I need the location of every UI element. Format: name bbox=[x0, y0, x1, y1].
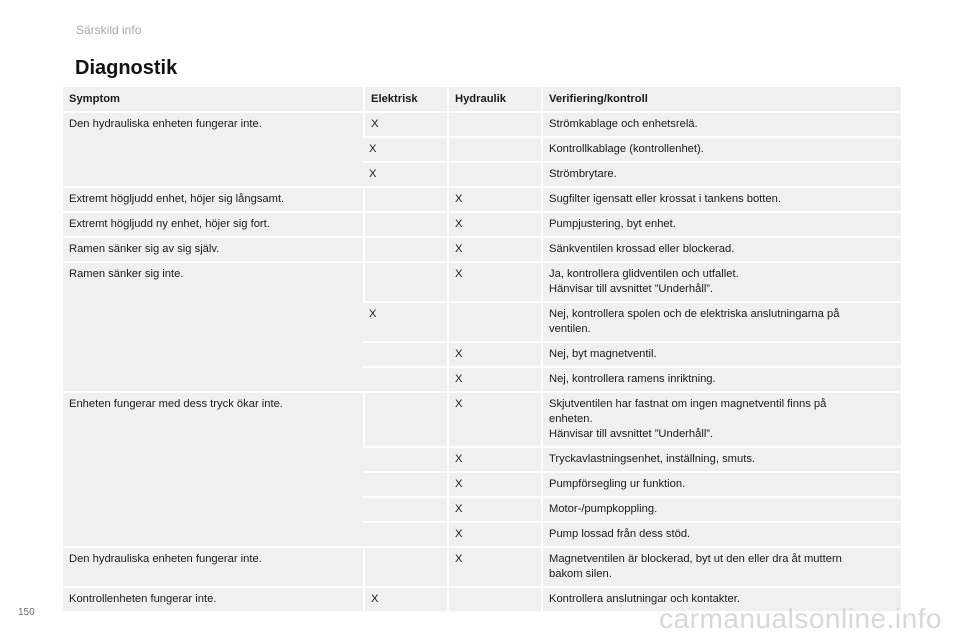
elektrisk-cell: X bbox=[363, 113, 447, 136]
elektrisk-cell bbox=[363, 448, 447, 471]
hydraulik-cell: X bbox=[447, 548, 541, 586]
table-row bbox=[63, 263, 901, 301]
hydraulik-cell: X bbox=[447, 213, 541, 236]
hydraulik-cell: X bbox=[447, 448, 541, 471]
elektrisk-cell bbox=[363, 188, 447, 211]
table-row bbox=[63, 213, 901, 236]
hydraulik-cell: X bbox=[447, 523, 541, 546]
symptom-cell: Den hydrauliska enheten fungerar inte. bbox=[63, 113, 363, 186]
symptom-cell: Kontrollenheten fungerar inte. bbox=[63, 588, 363, 611]
hydraulik-cell: X bbox=[447, 188, 541, 211]
table-row bbox=[63, 113, 901, 136]
hydraulik-cell bbox=[447, 588, 541, 611]
hydraulik-cell bbox=[447, 138, 541, 161]
elektrisk-cell bbox=[363, 498, 447, 521]
table-row bbox=[63, 393, 901, 446]
hydraulik-cell bbox=[447, 303, 541, 341]
table-row bbox=[63, 238, 901, 261]
elektrisk-cell: X bbox=[363, 138, 447, 161]
elektrisk-cell bbox=[363, 393, 447, 446]
verifiering-cell: Pumpjustering, byt enhet. bbox=[541, 213, 901, 236]
column-header-elektrisk: Elektrisk bbox=[363, 87, 447, 111]
verifiering-cell: Strömkablage och enhetsrelä. bbox=[541, 113, 901, 136]
elektrisk-cell bbox=[363, 368, 447, 391]
hydraulik-cell: X bbox=[447, 368, 541, 391]
table-header-row bbox=[63, 87, 901, 111]
elektrisk-cell: X bbox=[363, 163, 447, 186]
verifiering-cell: Kontrollkablage (kontrollenhet). bbox=[541, 138, 901, 161]
elektrisk-cell bbox=[363, 473, 447, 496]
verifiering-cell: Sugfilter igensatt eller krossat i tankens botten. bbox=[541, 188, 901, 211]
hydraulik-cell: X bbox=[447, 473, 541, 496]
elektrisk-cell bbox=[363, 213, 447, 236]
symptom-cell: Ramen sänker sig inte. bbox=[63, 263, 363, 391]
hydraulik-cell bbox=[447, 113, 541, 136]
symptom-cell: Ramen sänker sig av sig själv. bbox=[63, 238, 363, 261]
elektrisk-cell bbox=[363, 523, 447, 546]
verifiering-cell: Strömbrytare. bbox=[541, 163, 901, 186]
page-number: 150 bbox=[18, 607, 35, 618]
verifiering-cell: Pumpförsegling ur funktion. bbox=[541, 473, 901, 496]
verifiering-cell: Kontrollera anslutningar och kontakter. bbox=[541, 588, 901, 611]
elektrisk-cell: X bbox=[363, 588, 447, 611]
verifiering-cell: Ja, kontrollera glidventilen och utfallet. Hänvisar till avsnittet ”Underhåll”. bbox=[541, 263, 901, 301]
hydraulik-cell: X bbox=[447, 498, 541, 521]
symptom-cell: Extremt högljudd ny enhet, höjer sig fort. bbox=[63, 213, 363, 236]
verifiering-cell: Motor-/pumpkoppling. bbox=[541, 498, 901, 521]
verifiering-cell: Tryckavlastningsenhet, inställning, smuts. bbox=[541, 448, 901, 471]
verifiering-cell: Magnetventilen är blockerad, byt ut den eller dra åt muttern bakom silen. bbox=[541, 548, 901, 586]
column-header-symptom: Symptom bbox=[63, 87, 363, 111]
section-label: Särskild info bbox=[76, 23, 142, 37]
verifiering-cell: Pump lossad från dess stöd. bbox=[541, 523, 901, 546]
symptom-cell: Enheten fungerar med dess tryck ökar inte. bbox=[63, 393, 363, 546]
elektrisk-cell bbox=[363, 238, 447, 261]
diagnostics-table bbox=[63, 85, 901, 613]
hydraulik-cell: X bbox=[447, 263, 541, 301]
elektrisk-cell: X bbox=[363, 303, 447, 341]
hydraulik-cell bbox=[447, 163, 541, 186]
column-header-verifiering: Verifiering/kontroll bbox=[541, 87, 901, 111]
hydraulik-cell: X bbox=[447, 238, 541, 261]
verifiering-cell: Nej, kontrollera ramens inriktning. bbox=[541, 368, 901, 391]
watermark: carmanualsonline.info bbox=[659, 603, 942, 634]
hydraulik-cell: X bbox=[447, 393, 541, 446]
verifiering-cell: Skjutventilen har fastnat om ingen magnetventil finns på enheten. Hänvisar till avsnittet ”Underhåll”. bbox=[541, 393, 901, 446]
page-title: Diagnostik bbox=[75, 57, 178, 79]
verifiering-cell: Nej, kontrollera spolen och de elektriska anslutningarna på ventilen. bbox=[541, 303, 901, 341]
hydraulik-cell: X bbox=[447, 343, 541, 366]
table-row bbox=[63, 188, 901, 211]
elektrisk-cell bbox=[363, 548, 447, 586]
column-header-hydraulik: Hydraulik bbox=[447, 87, 541, 111]
elektrisk-cell bbox=[363, 263, 447, 301]
table-row bbox=[63, 548, 901, 586]
elektrisk-cell bbox=[363, 343, 447, 366]
verifiering-cell: Nej, byt magnetventil. bbox=[541, 343, 901, 366]
verifiering-cell: Sänkventilen krossad eller blockerad. bbox=[541, 238, 901, 261]
symptom-cell: Extremt högljudd enhet, höjer sig långsamt. bbox=[63, 188, 363, 211]
symptom-cell: Den hydrauliska enheten fungerar inte. bbox=[63, 548, 363, 586]
table-body bbox=[63, 113, 901, 611]
